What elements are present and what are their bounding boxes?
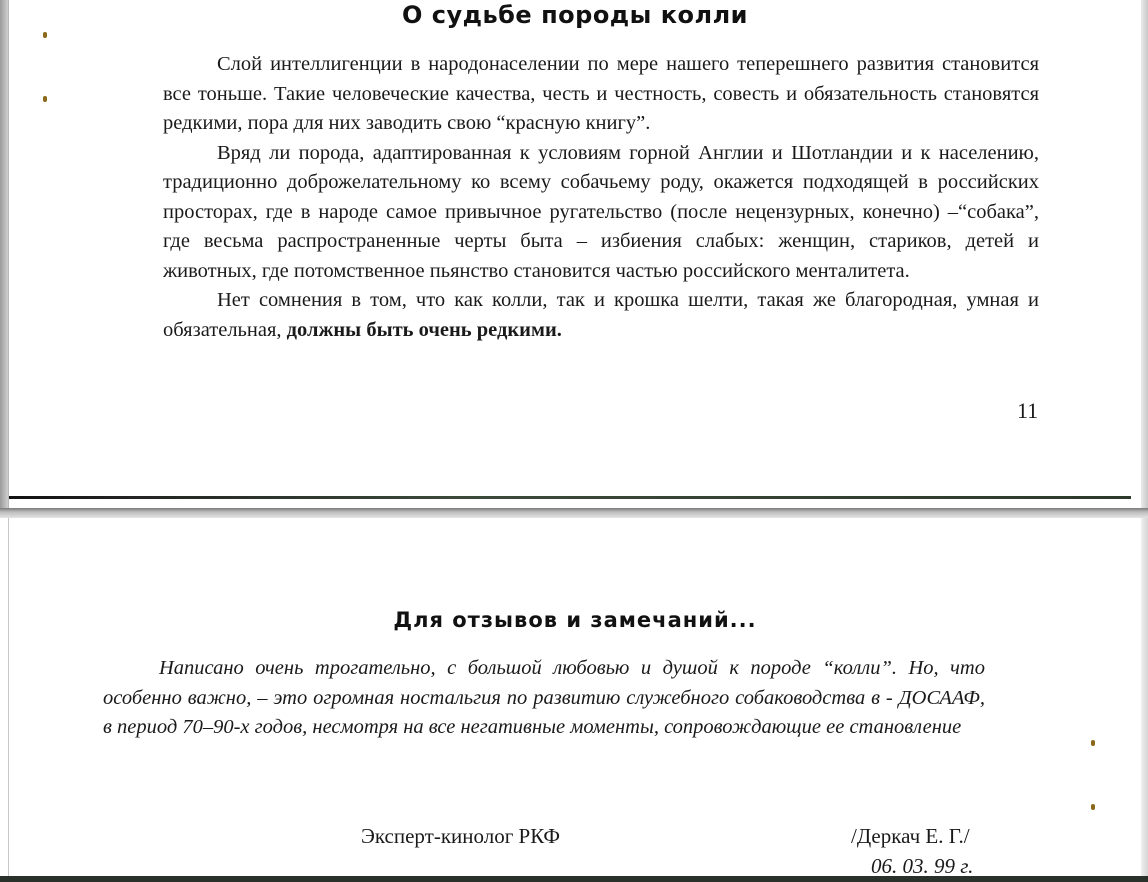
page-bottom-rule [9, 496, 1131, 499]
paragraph-1: Слой интеллигенции в народонаселении по мере нашего теперешнего развития становится все тоньше. Такие человеческие качества, честь и честность, совесть и обязательность становятся редкими, пора для них заводить свою “красную книгу”. [163, 53, 1039, 134]
paragraph-3 [163, 286, 1039, 345]
paragraph-3-emphasis: должны быть очень редкими. [286, 318, 562, 341]
scan-speck [43, 96, 47, 102]
signature-date: 06. 03. 99 г. [871, 854, 974, 876]
scan-speck [43, 32, 47, 38]
scan-bottom-edge [0, 876, 1148, 882]
document-page-bottom [8, 518, 1141, 876]
paragraph-2: Вряд ли порода, адаптированная к условиям горной Англии и Шотландии и к населению, традиционно доброжелательному ко всему собачьему роду, окажется подходящей в российских просторах, где в народе самое привычное ругательство (после нецензурных, конечно) –“собака”, где весьма распространенные черты быта – избиения слабых: женщин, стариков, детей и животных, где потомственное пьянство становится частью российского менталитета. [163, 141, 1039, 282]
paragraph-3-text: Нет сомнения в том, что как колли, так и крошка шелти, такая же благородная, умная и обязательная, [163, 289, 1039, 341]
article-body [163, 50, 1039, 345]
scan-speck [1091, 740, 1095, 746]
page-title: О судьбе породы колли [401, 1, 748, 29]
scan-right-edge-bottom [1140, 518, 1148, 878]
section-title: Для отзывов и замечаний... [393, 608, 757, 632]
scan-right-edge-top [1140, 0, 1148, 508]
review-body [103, 654, 985, 743]
review-paragraph: Написано очень трогательно, с большой любовью и душой к породе “колли”. Но, что особенно важно, – это огромная ностальгия по развитию служебного собаководства в - ДОСААФ, в период 70–90-х годов, несмотря на все негативные моменты, сопровождающие ее становление [103, 657, 985, 738]
document-page-top [8, 0, 1141, 508]
page-number: 11 [1017, 398, 1039, 423]
page-gap [0, 508, 1148, 518]
signature-name: /Деркач Е. Г./ [851, 824, 970, 848]
scan-speck [1091, 804, 1095, 810]
signature-role: Эксперт-кинолог РКФ [361, 824, 560, 848]
scan-left-edge [0, 0, 8, 510]
